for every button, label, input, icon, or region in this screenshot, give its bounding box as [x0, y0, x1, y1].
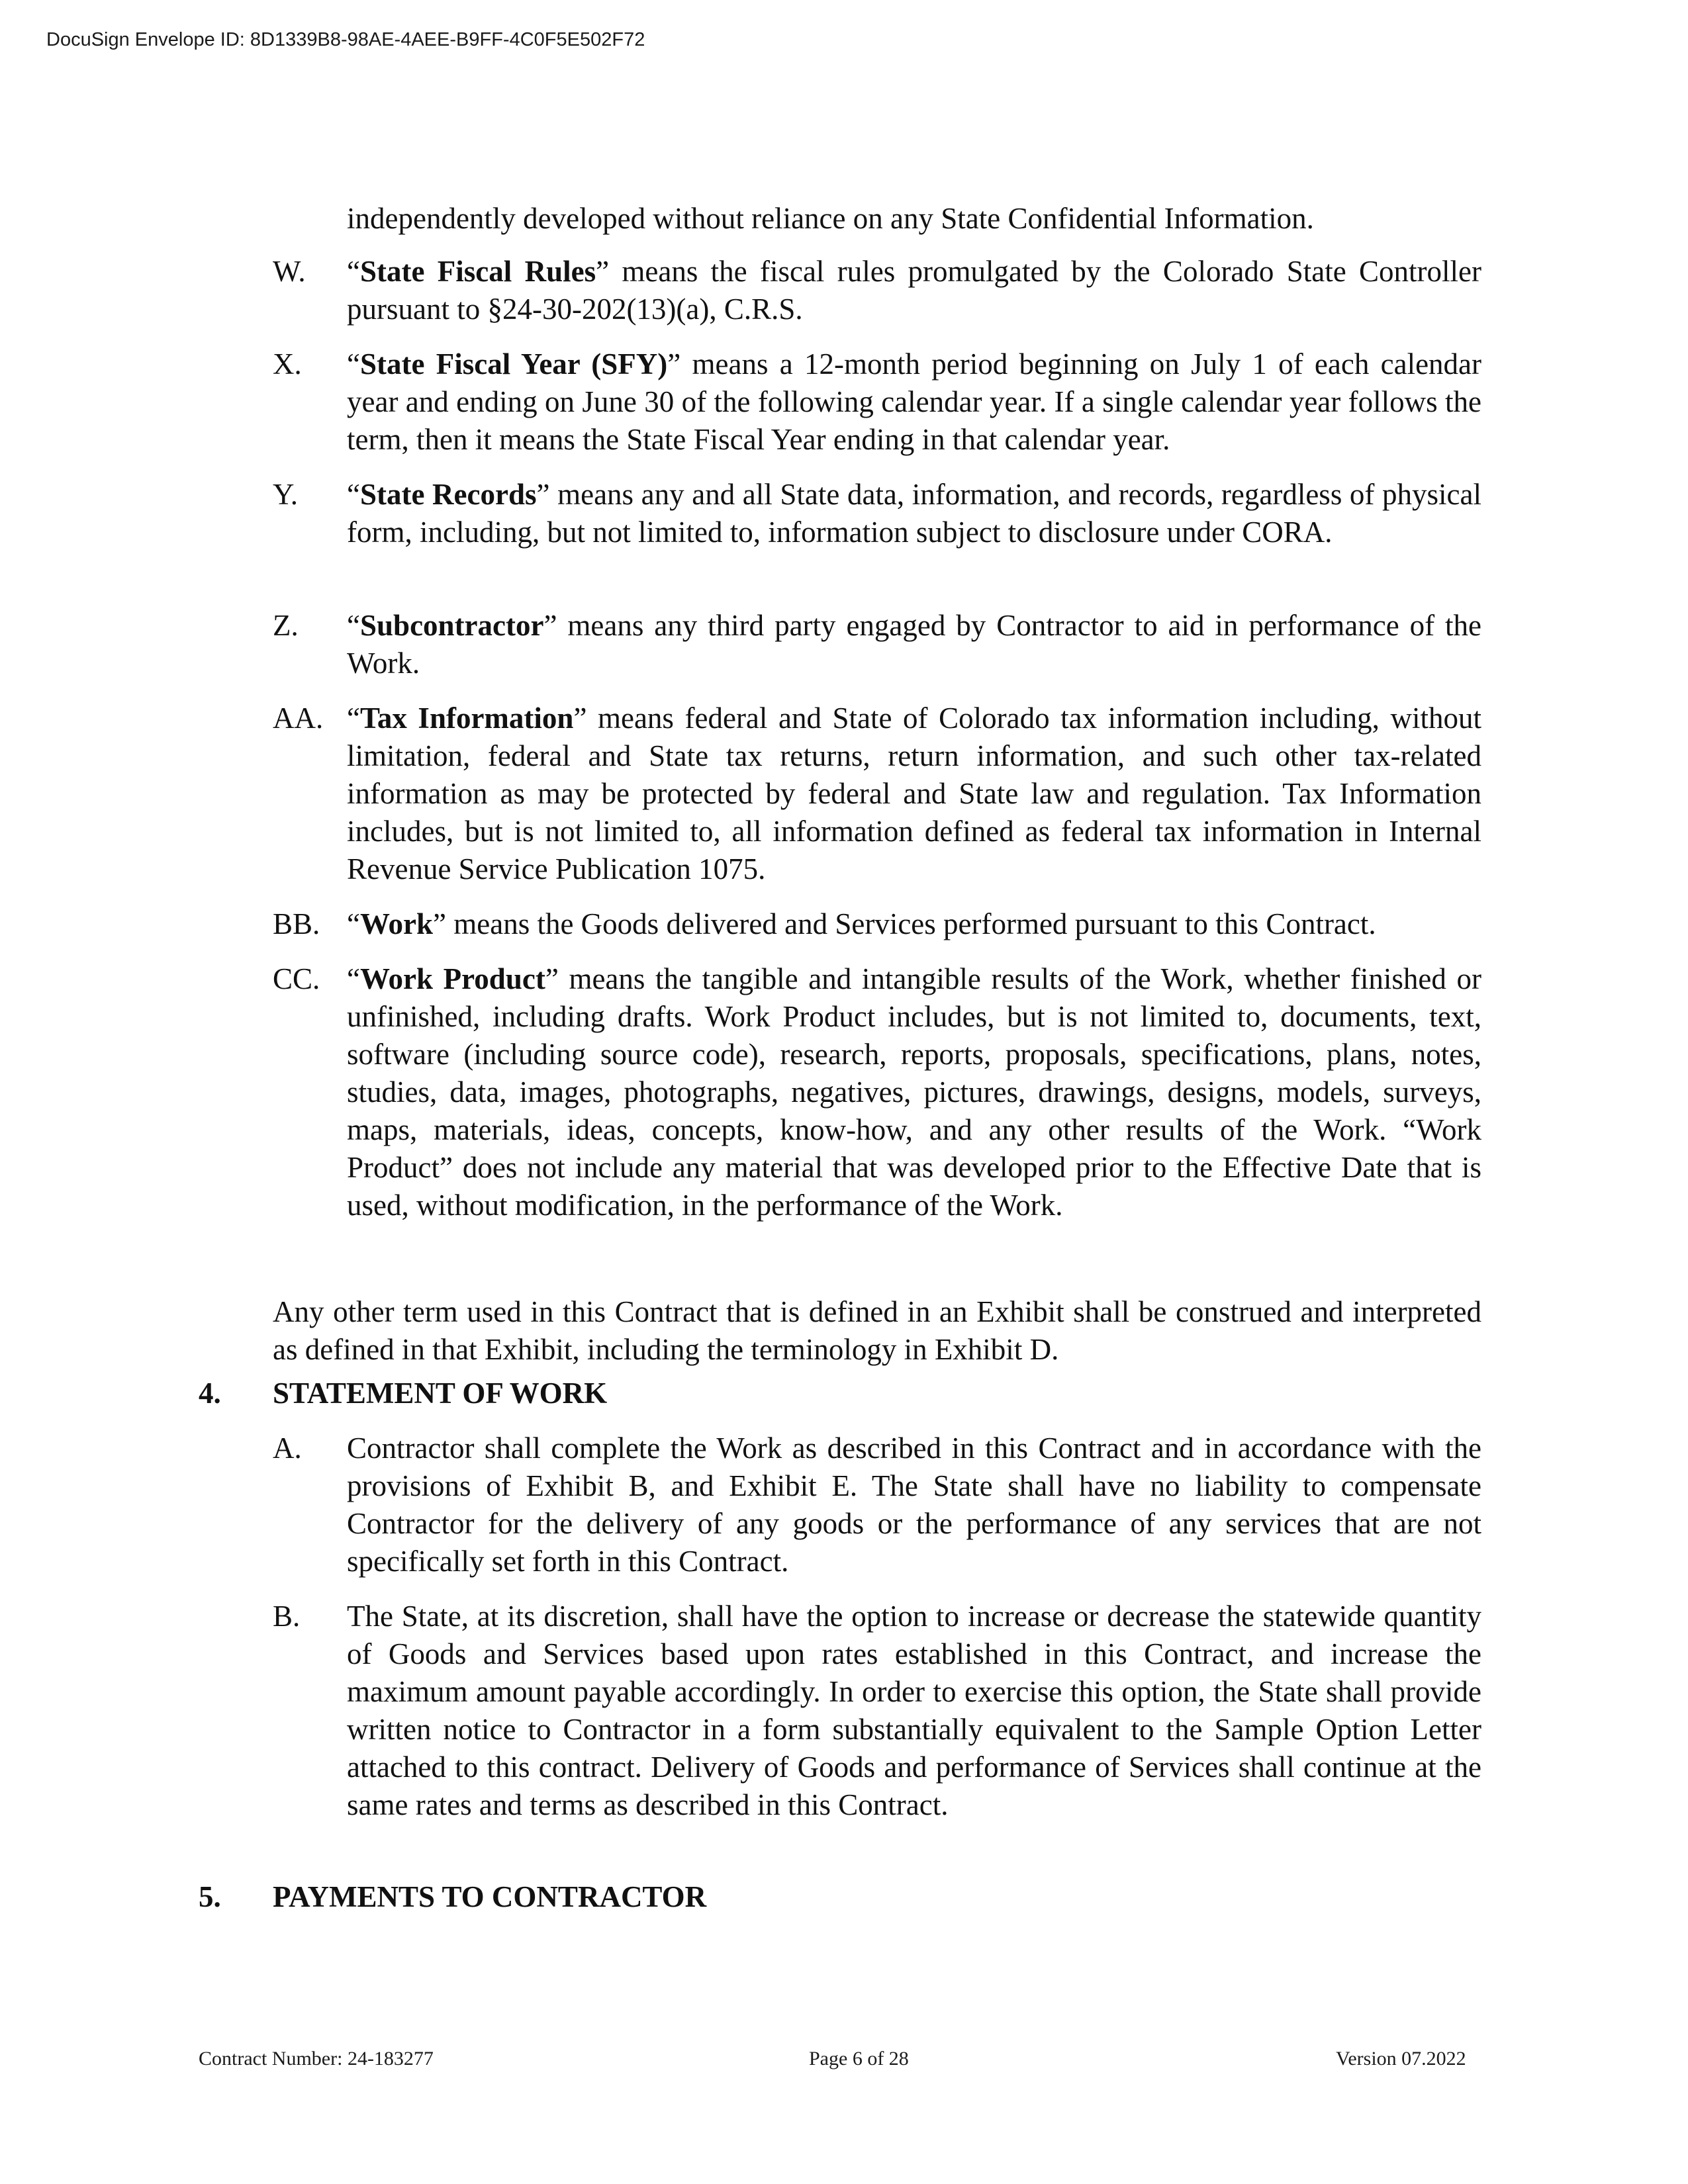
definition-marker: AA. [273, 702, 324, 735]
definition-text: “State Fiscal Year (SFY)” means a 12-month period beginning on July 1 of each calendar year and ending on June 30 of the following calendar year. If a single calendar year follows the term, then it means the State Fiscal Year ending in that calendar year. [347, 347, 1482, 456]
section-4-item-b [273, 1598, 1481, 1824]
definition-item-x [273, 345, 1481, 459]
defined-term: State Fiscal Year (SFY) [359, 347, 668, 381]
definition-marker: X. [273, 347, 302, 381]
closing-paragraph: Any other term used in this Contract that is defined in an Exhibit shall be construed and interpreted as defined in that Exhibit, including the terminology in Exhibit D. [273, 1295, 1481, 1366]
item-text: Contractor shall complete the Work as described in this Contract and in accordance with the provisions of Exhibit B, and Exhibit E. The State shall have no liability to compensate Contractor for the delivery of any goods or the performance of any services that are not specifically set forth in this Contract. [347, 1432, 1481, 1578]
section-heading-5 [199, 1878, 706, 1916]
section-4-item-a [273, 1430, 1481, 1580]
item-text: The State, at its discretion, shall have the option to increase or decrease the statewide quantity of Goods and Services based upon rates established in this Contract, and increase the maximum amount payable accordingly. In order to exercise this option, the State shall provide written notice to Contractor in a form substantially equivalent to the Sample Option Letter attached to this contract. Delivery of Goods and performance of Services shall continue at the same rates and terms as described in this Contract. [347, 1600, 1481, 1821]
definition-item-cc [273, 960, 1481, 1224]
definition-text: “Work” means the Goods delivered and Services performed pursuant to this Contract. [347, 907, 1376, 940]
continuation-text: independently developed without reliance on any State Confidential Information. [347, 202, 1314, 235]
definition-item-bb [273, 905, 1481, 943]
item-marker: B. [273, 1600, 301, 1633]
definition-marker: BB. [273, 907, 320, 940]
footer-version: Version 07.2022 [1336, 2048, 1466, 2070]
defined-term: State Records [359, 478, 537, 511]
definition-marker: Y. [273, 478, 298, 511]
section-heading-4 [199, 1375, 607, 1412]
footer-page-number: Page 6 of 28 [809, 2048, 909, 2070]
section-number: 4. [199, 1377, 221, 1410]
defined-term: Work Product [359, 962, 545, 995]
defined-term: Tax Information [359, 702, 574, 735]
definition-text: “State Records” means any and all State data, information, and records, regardless of physical form, including, but not limited to, information subject to disclosure under CORA. [347, 478, 1481, 549]
definition-text: “Work Product” means the tangible and intangible results of the Work, whether finished or unfinished, including drafts. Work Product includes, but is not limited to, documents, text, software (including source code), research, reports, proposals, specifications, plans, notes, studies, data, images, photographs, negatives, pictures, drawings, designs, models, surveys, maps, materials, ideas, concepts, know-how, and any other results of the Work. “Work Product” does not include any material that was developed prior to the Effective Date that is used, without modification, in the performance of the Work. [347, 962, 1481, 1222]
footer-contract-number: Contract Number: 24-183277 [199, 2048, 434, 2070]
definition-marker: W. [273, 255, 306, 288]
item-marker: A. [273, 1432, 302, 1465]
definition-item-y [273, 476, 1481, 551]
definition-marker: Z. [273, 609, 299, 642]
docusign-envelope-id: DocuSign Envelope ID: 8D1339B8-98AE-4AEE-B9FF-4C0F5E502F72 [46, 29, 645, 50]
defined-term: Subcontractor [359, 609, 544, 642]
definition-text: “State Fiscal Rules” means the fiscal rules promulgated by the Colorado State Controller pursuant to §24-30-202(13)(a), C.R.S. [347, 255, 1481, 326]
definition-item-aa [273, 700, 1481, 888]
definition-text: “Tax Information” means federal and State of Colorado tax information including, without limitation, federal and State tax returns, return information, and such other tax-related information as may be protected by federal and State law and regulation. Tax Information includes, but is not limited to, all information defined as federal tax information in Internal Revenue Service Publication 1075. [347, 702, 1481, 886]
section-title: STATEMENT OF WORK [273, 1377, 608, 1410]
defined-term: State Fiscal Rules [359, 255, 596, 288]
section-title: PAYMENTS TO CONTRACTOR [273, 1880, 707, 1913]
section-number: 5. [199, 1880, 221, 1913]
definition-item-w [273, 253, 1481, 328]
definition-text: “Subcontractor” means any third party engaged by Contractor to aid in performance of the Work. [347, 609, 1481, 680]
definition-item-z [273, 607, 1481, 682]
definition-marker: CC. [273, 962, 320, 995]
defined-term: Work [359, 907, 434, 940]
